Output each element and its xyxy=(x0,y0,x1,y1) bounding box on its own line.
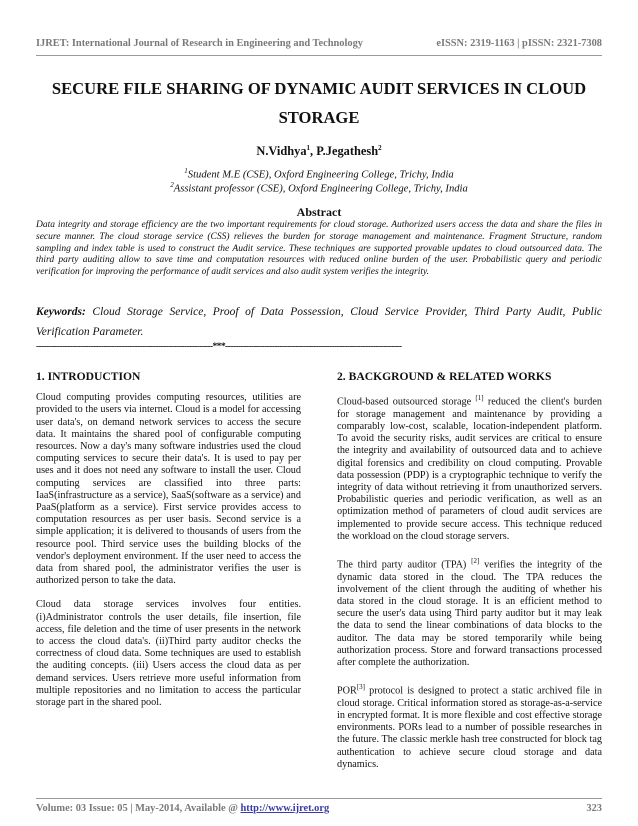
section-1-paragraph-1: Cloud computing provides computing resources, utilities are provided to the users via internet. Cloud is a model for accessing user data's, on demand network services to access the secure data. It maintains the shared pool of configurable computing resources. Now a day's many software industries used the cloud computing services to secure their data's. It is used to pay per uses and it does not need any software to install the user. Cloud computing services are classified into three parts: IaaS(infrastructure as a service), SaaS(software as a service) and PaaS(platform as a service). First service provides access to computation resources as per user basis. Second service is a simple application; it is delivered to thousands of users from the resource pool. Third service uses the building blocks of the vendor's deployment environment. If the user need to access the data from shared pool, the administrator verifies the user is authorized person to take the data. xyxy=(36,392,301,587)
affiliation-2-sup: 2 xyxy=(170,181,174,189)
section-2-heading: 2. BACKGROUND & RELATED WORKS xyxy=(337,370,552,383)
affiliation-2-text: Assistant professor (CSE), Oxford Engineering College, Trichy, India xyxy=(173,183,468,195)
title-line-1: SECURE FILE SHARING OF DYNAMIC AUDIT SERVICES IN CLOUD xyxy=(51,79,587,98)
footer-text: Volume: 03 Issue: 05 | May-2014, Available @ xyxy=(36,803,241,814)
paper-title xyxy=(36,74,602,132)
citation-1: [1] xyxy=(475,394,484,403)
s2-p3-rest: protocol is designed to protect a static archived file in cloud storage. Critical information stored as storage-as-a-service in encrypted format. It is more flexible and cost effective storage environments. PORs lead to a number of possible researches in the future. The classic merkle hash tree constructed for block tag authentication to achieve secure cloud storage and data dynamics. xyxy=(337,685,602,770)
running-header xyxy=(36,38,602,49)
journal-link[interactable]: http://www.ijret.org xyxy=(240,803,330,814)
abstract-body: Data integrity and storage efficiency are the two important requirements for cloud storage. Authorized users access the data and share the files in secure manner. The cloud storage service (CSS) relieves the burden for storage management and maintenance. Fragment Structure, random sampling and index table is used to construct the Audit service. These techniques are supported provable updates to cloud outsourced data. The third party auditing allow to save time and computation resources with reduced online burden of the user. Probabilistic query and periodic verification for improving the performance of audit services and also audit system verifies the integrity. xyxy=(36,220,602,278)
section-1-heading: 1. INTRODUCTION xyxy=(36,370,141,383)
affiliation-1 xyxy=(36,167,602,181)
section-2-paragraph-1 xyxy=(337,392,602,543)
section-2-paragraph-3 xyxy=(337,681,602,771)
keywords xyxy=(36,302,602,342)
section-2-paragraph-2 xyxy=(337,555,602,669)
page-number: 323 xyxy=(586,803,602,814)
header-rule xyxy=(36,55,602,56)
left-column xyxy=(36,371,301,721)
affiliation-2 xyxy=(36,181,602,195)
author-separator: , xyxy=(310,144,317,159)
author-1-sup: 1 xyxy=(306,144,311,152)
abstract-heading: Abstract xyxy=(296,205,342,219)
footer-rule xyxy=(36,798,602,799)
footer-volume xyxy=(36,803,329,814)
keywords-label: Keywords: xyxy=(36,306,86,318)
s2-p1-start: Cloud-based outsourced storage xyxy=(337,396,476,408)
right-column xyxy=(337,371,602,783)
section-1-paragraph-2: Cloud data storage services involves four entities.(i)Administrator controls the user details, file insertion, file access, file deletion and the time of user presents in the network to access the cloud data's. (ii)Third party auditor checks the correctness of cloud data. Some techniques are used to establish the auditing concepts. (iii) Users access the cloud data as per demand services. Users retrieve more useful information from multiple repositories and no limitation to access the particular storage part in the shared pool. xyxy=(36,599,301,709)
citation-2: [2] xyxy=(471,557,480,566)
author-1: N.Vidhya xyxy=(256,144,307,159)
s2-p2-start: The third party auditor (TPA) xyxy=(337,559,472,571)
s2-p1-rest: reduced the client's burden for storage management and maintenance by providing a comparably low-cost, scalable, location-independent platform. To avoid the security risks, audit services are critical to ensure the integrity and availability of outsourced data and to achieve digital forensics and credibility on cloud computing. Provable data possession (PDP) is a cryptographic technique to verify the integrity of data without retrieving it from unauthorized servers. Probabilistic queries and periodic verification, as well as an optimization method of parameters of cloud audit services are implemented to provide secure access. This technique reduced the workload on the cloud storage servers. xyxy=(337,396,602,542)
authors xyxy=(36,144,602,159)
keywords-text: Cloud Storage Service, Proof of Data Possession, Cloud Service Provider, Third Party Audit, Public Verification Parameter. xyxy=(36,306,602,338)
journal-name: IJRET: International Journal of Research in Engineering and Technology xyxy=(36,38,363,49)
author-2: P.Jegathesh xyxy=(316,144,379,159)
affiliation-1-sup: 1 xyxy=(184,167,188,175)
affiliation-1-text: Student M.E (CSE), Oxford Engineering College, Trichy, India xyxy=(187,169,454,181)
s2-p2-rest: verifies the integrity of the dynamic data stored in the cloud. The TPA reduces the involvement of the client through the auditing of whether his data stored in the cloud storage. It is an efficient method to secure the user's data using Third party auditor but it may leak the data to send the linear combinations of data blocks to the auditor. The data may be stored temporarily while being authorization process. Store and forward transactions processed after complete the authorization. xyxy=(337,559,602,669)
issn: eISSN: 2319-1163 | pISSN: 2321-7308 xyxy=(436,38,602,49)
title-line-2: STORAGE xyxy=(278,108,360,127)
s2-p3-start: POR xyxy=(337,685,357,697)
running-footer xyxy=(36,803,602,814)
citation-3: [3] xyxy=(356,683,365,692)
separator-line: --------------------------------------------------------------------***-------------------------------------------------------------------- xyxy=(36,341,402,352)
author-2-sup: 2 xyxy=(378,144,382,152)
